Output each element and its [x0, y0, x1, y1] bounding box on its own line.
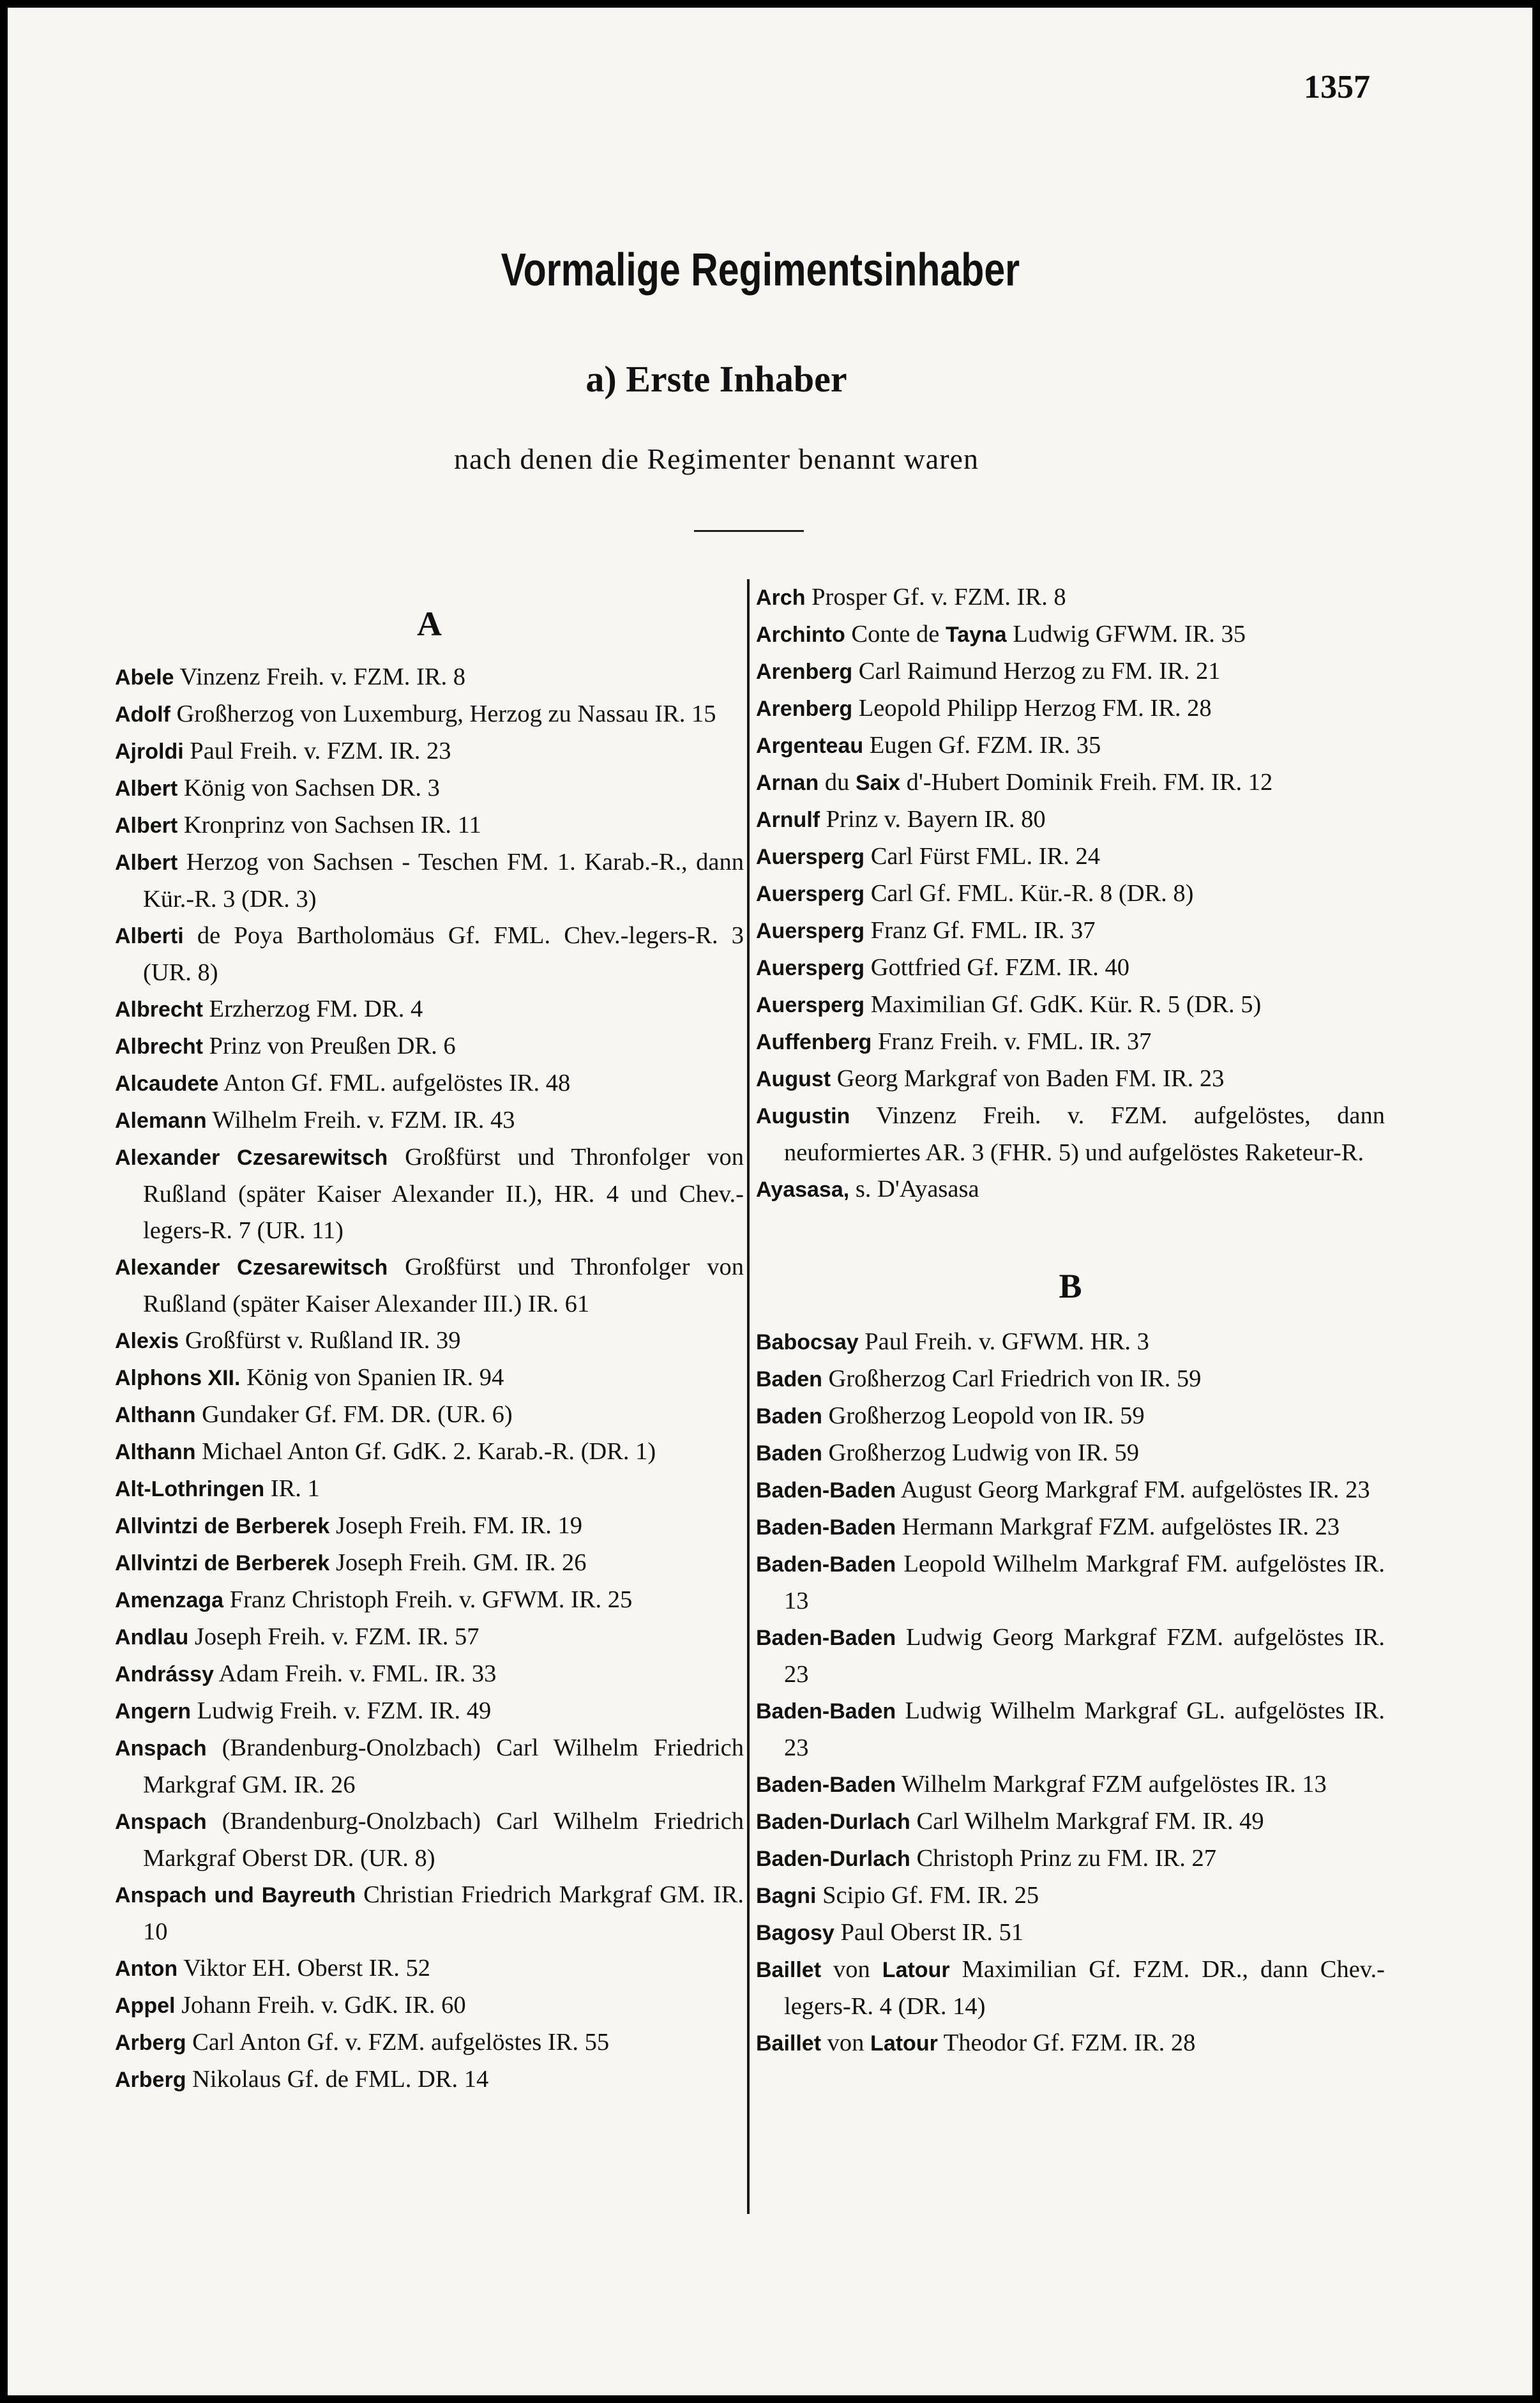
entry-text: August Georg Markgraf FM. aufgelöstes IR. 23: [896, 1476, 1370, 1503]
entry: [115, 1950, 744, 1987]
entry-headword: Abele: [115, 665, 174, 690]
entry: [756, 876, 1385, 913]
entry-headword: Alexander Czesarewitsch: [115, 1255, 388, 1280]
entry: [756, 1061, 1385, 1098]
entry-headword: Albrecht: [115, 1035, 203, 1059]
entry-headword-continued: Tayna: [945, 623, 1007, 647]
entry-headword: Arberg: [115, 2068, 186, 2092]
entry-text: Wilhelm Freih. v. FZM. IR. 43: [206, 1107, 515, 1133]
entry-text: Paul Freih. v. FZM. IR. 23: [183, 738, 451, 764]
entry-text: Herzog von Sachsen - Teschen FM. 1. Karab.-R., dann Kür.-R. 3 (DR. 3): [143, 849, 744, 913]
entry-text: Paul Oberst IR. 51: [834, 1919, 1024, 1946]
entry-text: Großfürst v. Rußland IR. 39: [179, 1327, 461, 1354]
entry-text: Großherzog Carl Friedrich von IR. 59: [822, 1365, 1202, 1392]
entry-text: (Brandenburg-Onolzbach) Carl Wilhelm Friedrich Markgraf GM. IR. 26: [143, 1734, 744, 1798]
entry-headword: Althann: [115, 1440, 196, 1464]
entry: [115, 1730, 744, 1803]
entry-headword: Anspach: [115, 1736, 207, 1761]
entry-text-continued: d'-Hubert Dominik Freih. FM. IR. 12: [900, 769, 1273, 796]
entry-text: Carl Gf. FML. Kür.-R. 8 (DR. 8): [864, 880, 1194, 907]
entry-text: (Brandenburg-Onolzbach) Carl Wilhelm Friedrich Markgraf Oberst DR. (UR. 8): [143, 1808, 744, 1872]
entry-headword: Auffenberg: [756, 1030, 872, 1054]
entry-headword: Anspach und Bayreuth: [115, 1883, 356, 1907]
column-divider: [747, 579, 750, 2214]
entry: [115, 1139, 744, 1249]
entry: [756, 1361, 1385, 1398]
entry-headword: Adolf: [115, 702, 170, 727]
entry-headword: Baden-Baden: [756, 1699, 896, 1724]
entry-text: Christian Friedrich Markgraf GM. IR. 10: [143, 1881, 744, 1945]
entry-headword: Baden-Baden: [756, 1552, 896, 1577]
entry-headword: Auersperg: [756, 956, 865, 980]
entry: [756, 1619, 1385, 1693]
entry: [115, 2024, 744, 2061]
entry-headword: Angern: [115, 1699, 191, 1724]
entry-text: Joseph Freih. v. FZM. IR. 57: [188, 1623, 479, 1650]
entry-text: Joseph Freih. FM. IR. 19: [329, 1512, 583, 1539]
entry-text: Franz Freih. v. FML. IR. 37: [872, 1028, 1152, 1055]
entry: [756, 1324, 1385, 1361]
entry-text: Conte de: [845, 621, 946, 648]
entry: [756, 801, 1385, 838]
entry-headword-continued: Saix: [855, 771, 900, 795]
entry-text: Gottfried Gf. FZM. IR. 40: [864, 954, 1129, 981]
entry: [115, 1803, 744, 1877]
entry-headword: Alemann: [115, 1109, 207, 1133]
entry: [115, 1323, 744, 1360]
entry: [756, 1693, 1385, 1766]
entry: [115, 1693, 744, 1730]
entry: [756, 1435, 1385, 1472]
entry: [115, 1987, 744, 2024]
entry-headword: Alberti: [115, 924, 184, 948]
entry-headword: Baden-Durlach: [756, 1847, 910, 1871]
entry-headword-continued: Latour: [870, 2031, 938, 2056]
right-entry-list-a: [756, 579, 1385, 1208]
entry: [756, 1398, 1385, 1435]
entry-headword: Baden-Durlach: [756, 1810, 910, 1834]
entry-text: Carl Fürst FML. IR. 24: [864, 843, 1101, 870]
entry-text: von: [821, 1956, 882, 1983]
entry: [756, 579, 1385, 616]
entry: [756, 764, 1385, 801]
entry-text: Scipio Gf. FM. IR. 25: [816, 1882, 1039, 1909]
entry-text: Großherzog von Luxemburg, Herzog zu Nassau IR. 15: [170, 701, 716, 727]
entry: [115, 2061, 744, 2098]
entry-headword: Baden-Baden: [756, 1626, 896, 1650]
entry-headword: Anspach: [115, 1810, 207, 1834]
entry: [756, 1546, 1385, 1619]
entry-text: Paul Freih. v. GFWM. HR. 3: [858, 1328, 1149, 1355]
entry: [756, 727, 1385, 764]
entry: [115, 1471, 744, 1508]
entry-text: Eugen Gf. FZM. IR. 35: [863, 732, 1101, 759]
entry: [115, 733, 744, 770]
entry-text: Viktor EH. Oberst IR. 52: [177, 1955, 431, 1982]
entry-headword: Arnan: [756, 771, 819, 795]
entry-headword: Baden-Baden: [756, 1773, 896, 1797]
right-entry-list-b: [756, 1324, 1385, 2062]
entry: [756, 2025, 1385, 2062]
entry-text: Großfürst und Thronfolger von Rußland (später Kaiser Alexander III.) IR. 61: [143, 1254, 744, 1317]
entry-text: Prinz v. Bayern IR. 80: [820, 806, 1046, 833]
entry-headword: Andrássy: [115, 1662, 214, 1687]
entry-headword: Andlau: [115, 1625, 189, 1649]
entry-text: Johann Freih. v. GdK. IR. 60: [175, 1992, 466, 2019]
entry-headword: Bagosy: [756, 1921, 834, 1945]
entry-text: Prinz von Preußen DR. 6: [202, 1033, 456, 1059]
entry-headword: Baden: [756, 1441, 822, 1466]
entry-text: Vinzenz Freih. v. FZM. IR. 8: [174, 663, 466, 690]
section-letter-a: A: [417, 605, 442, 643]
left-column: [115, 579, 744, 2098]
entry: [115, 844, 744, 918]
entry-headword: Arnulf: [756, 808, 820, 832]
entry: [115, 770, 744, 807]
entry: [756, 987, 1385, 1024]
entry-headword: Babocsay: [756, 1330, 859, 1354]
entry-headword: Augustin: [756, 1104, 850, 1128]
entry-headword: Baden-Baden: [756, 1478, 896, 1503]
entry: [756, 1509, 1385, 1546]
entry: [756, 653, 1385, 690]
section-letter-b: B: [1059, 1267, 1082, 1305]
entry: [115, 1028, 744, 1065]
entry-text: de Poya Bartholomäus Gf. FML. Chev.-legers-R. 3 (UR. 8): [143, 922, 744, 986]
entry: [115, 1360, 744, 1397]
entry: [756, 690, 1385, 727]
entry-text: Maximilian Gf. GdK. Kür. R. 5 (DR. 5): [864, 991, 1262, 1018]
entry-text: du: [819, 769, 856, 796]
entry-headword: Ayasasa,: [756, 1178, 850, 1202]
entry-text: Franz Gf. FML. IR. 37: [864, 917, 1096, 944]
entry: [756, 1803, 1385, 1840]
entry-text: Leopold Philipp Herzog FM. IR. 28: [852, 695, 1212, 722]
entry-headword: Arberg: [115, 2031, 186, 2055]
entry-text: Carl Raimund Herzog zu FM. IR. 21: [852, 658, 1221, 685]
entry-headword: Argenteau: [756, 734, 864, 758]
entry: [115, 1582, 744, 1619]
page-title: Vormalige Regimentsinhaber: [501, 245, 1020, 296]
entry-text: Großherzog Leopold von IR. 59: [822, 1402, 1145, 1429]
entry: [115, 1102, 744, 1139]
entry-headword: Baden-Baden: [756, 1515, 896, 1540]
entry-headword: Allvintzi de Berberek: [115, 1514, 330, 1538]
entry: [756, 1098, 1385, 1171]
entry: [756, 913, 1385, 950]
entry-headword: Auersperg: [756, 919, 865, 943]
entry-text: Ludwig Freih. v. FZM. IR. 49: [191, 1697, 492, 1724]
entry-headword: Ajroldi: [115, 739, 184, 764]
entry: [115, 1249, 744, 1323]
entry-headword: Baden: [756, 1404, 822, 1429]
entry-headword: Archinto: [756, 623, 845, 647]
entry: [115, 696, 744, 733]
entry-text: Carl Anton Gf. v. FZM. aufgelöstes IR. 55: [186, 2029, 610, 2056]
entry: [756, 1952, 1385, 2025]
entry-text-continued: Ludwig GFWM. IR. 35: [1006, 621, 1246, 648]
entry-text: Erzherzog FM. DR. 4: [202, 996, 423, 1022]
entry: [756, 1024, 1385, 1061]
entry: [756, 1472, 1385, 1509]
entry: [115, 1065, 744, 1102]
entry-headword: Alexander Czesarewitsch: [115, 1146, 388, 1170]
entry-text-continued: Maximilian Gf. FZM. DR., dann Chev.-legers-R. 4 (DR. 14): [784, 1956, 1385, 2020]
entry-text: s. D'Ayasasa: [849, 1176, 979, 1202]
entry-text: Leopold Wilhelm Markgraf FM. aufgelöstes IR. 13: [784, 1550, 1385, 1614]
entry-text: Wilhelm Markgraf FZM aufgelöstes IR. 13: [896, 1771, 1327, 1798]
entry-headword: Bagni: [756, 1884, 817, 1908]
entry-text: Kronprinz von Sachsen IR. 11: [177, 812, 481, 838]
section-description: nach denen die Regimenter benannt waren: [454, 443, 979, 475]
entry-headword: Arch: [756, 586, 806, 610]
entry-headword: Auersperg: [756, 882, 865, 906]
entry: [115, 1434, 744, 1471]
entry-text: Hermann Markgraf FZM. aufgelöstes IR. 23: [896, 1513, 1340, 1540]
entry-headword: Albert: [115, 851, 178, 875]
entry-headword: Baillet: [756, 1958, 822, 1982]
entry: [115, 807, 744, 844]
entry: [115, 918, 744, 991]
entry-text: Carl Wilhelm Markgraf FM. IR. 49: [910, 1808, 1264, 1835]
entry-text: Großfürst und Thronfolger von Rußland (später Kaiser Alexander II.), HR. 4 und Chev.-legers-R. 7 (UR. 11): [143, 1144, 744, 1244]
entry-headword: Baden: [756, 1367, 822, 1391]
entry-text: Joseph Freih. GM. IR. 26: [329, 1549, 587, 1576]
entry-text: Adam Freih. v. FML. IR. 33: [213, 1660, 497, 1687]
entry-headword: Auersperg: [756, 993, 865, 1017]
entry-headword: Alcaudete: [115, 1072, 219, 1096]
entry: [756, 838, 1385, 876]
entry-headword: August: [756, 1067, 831, 1091]
entry-text: IR. 1: [264, 1475, 320, 1502]
entry-headword-continued: Latour: [882, 1958, 950, 1982]
entry: [756, 1766, 1385, 1803]
entry-text: Anton Gf. FML. aufgelöstes IR. 48: [218, 1070, 571, 1096]
entry-text: Georg Markgraf von Baden FM. IR. 23: [831, 1065, 1225, 1092]
entry-headword: Alphons XII.: [115, 1366, 241, 1390]
entry: [756, 616, 1385, 653]
entry-text: von: [821, 2029, 871, 2056]
entry-headword: Amenzaga: [115, 1588, 224, 1612]
entry-text: Christoph Prinz zu FM. IR. 27: [910, 1845, 1216, 1872]
entry-text: König von Spanien IR. 94: [240, 1364, 504, 1391]
entry: [115, 1545, 744, 1582]
entry-text: Prosper Gf. v. FZM. IR. 8: [805, 584, 1066, 610]
section-subtitle: a) Erste Inhaber: [585, 358, 847, 400]
entry: [115, 659, 744, 696]
entry-text: Nikolaus Gf. de FML. DR. 14: [186, 2066, 489, 2093]
entry-headword: Allvintzi de Berberek: [115, 1551, 330, 1575]
right-column: [756, 579, 1385, 2062]
entry-text-continued: Theodor Gf. FZM. IR. 28: [937, 2029, 1196, 2056]
entry-text: Vinzenz Freih. v. FZM. aufgelöstes, dann neuformiertes AR. 3 (FHR. 5) und aufgelöstes Raketeur-R.: [784, 1102, 1385, 1166]
entry-headword: Albert: [115, 777, 178, 801]
entry-text: Franz Christoph Freih. v. GFWM. IR. 25: [223, 1586, 633, 1613]
entry-text: Gundaker Gf. FM. DR. (UR. 6): [195, 1401, 513, 1428]
entry: [115, 1508, 744, 1545]
entry-headword: Baillet: [756, 2031, 822, 2056]
entry-text: Ludwig Wilhelm Markgraf GL. aufgelöstes IR. 23: [784, 1697, 1385, 1761]
entry: [115, 1397, 744, 1434]
entry-headword: Anton: [115, 1957, 178, 1981]
entry-headword: Arenberg: [756, 660, 853, 684]
entry-headword: Arenberg: [756, 697, 853, 721]
entry-headword: Albert: [115, 814, 178, 838]
entry-text: Ludwig Georg Markgraf FZM. aufgelöstes IR. 23: [784, 1624, 1385, 1688]
entry-text: Großherzog Ludwig von IR. 59: [822, 1439, 1140, 1466]
entry-text: König von Sachsen DR. 3: [177, 775, 440, 801]
entry: [115, 991, 744, 1028]
entry-headword: Alt-Lothringen: [115, 1477, 265, 1501]
entry: [756, 1840, 1385, 1877]
entry-headword: Alexis: [115, 1329, 179, 1353]
entry: [756, 1171, 1385, 1208]
entry: [756, 1877, 1385, 1914]
entry-text: Michael Anton Gf. GdK. 2. Karab.-R. (DR. 1): [195, 1438, 656, 1465]
document-page: [8, 8, 1532, 2395]
entry-headword: Appel: [115, 1994, 176, 2018]
entry: [756, 950, 1385, 987]
entry: [756, 1914, 1385, 1952]
entry-headword: Albrecht: [115, 997, 203, 1022]
title-rule: [694, 530, 804, 532]
entry-headword: Auersperg: [756, 845, 865, 869]
page-number: 1357: [1304, 69, 1370, 105]
entry: [115, 1656, 744, 1693]
entry-headword: Althann: [115, 1403, 196, 1427]
entry: [115, 1619, 744, 1656]
entry: [115, 1877, 744, 1950]
left-entry-list: [115, 659, 744, 2098]
